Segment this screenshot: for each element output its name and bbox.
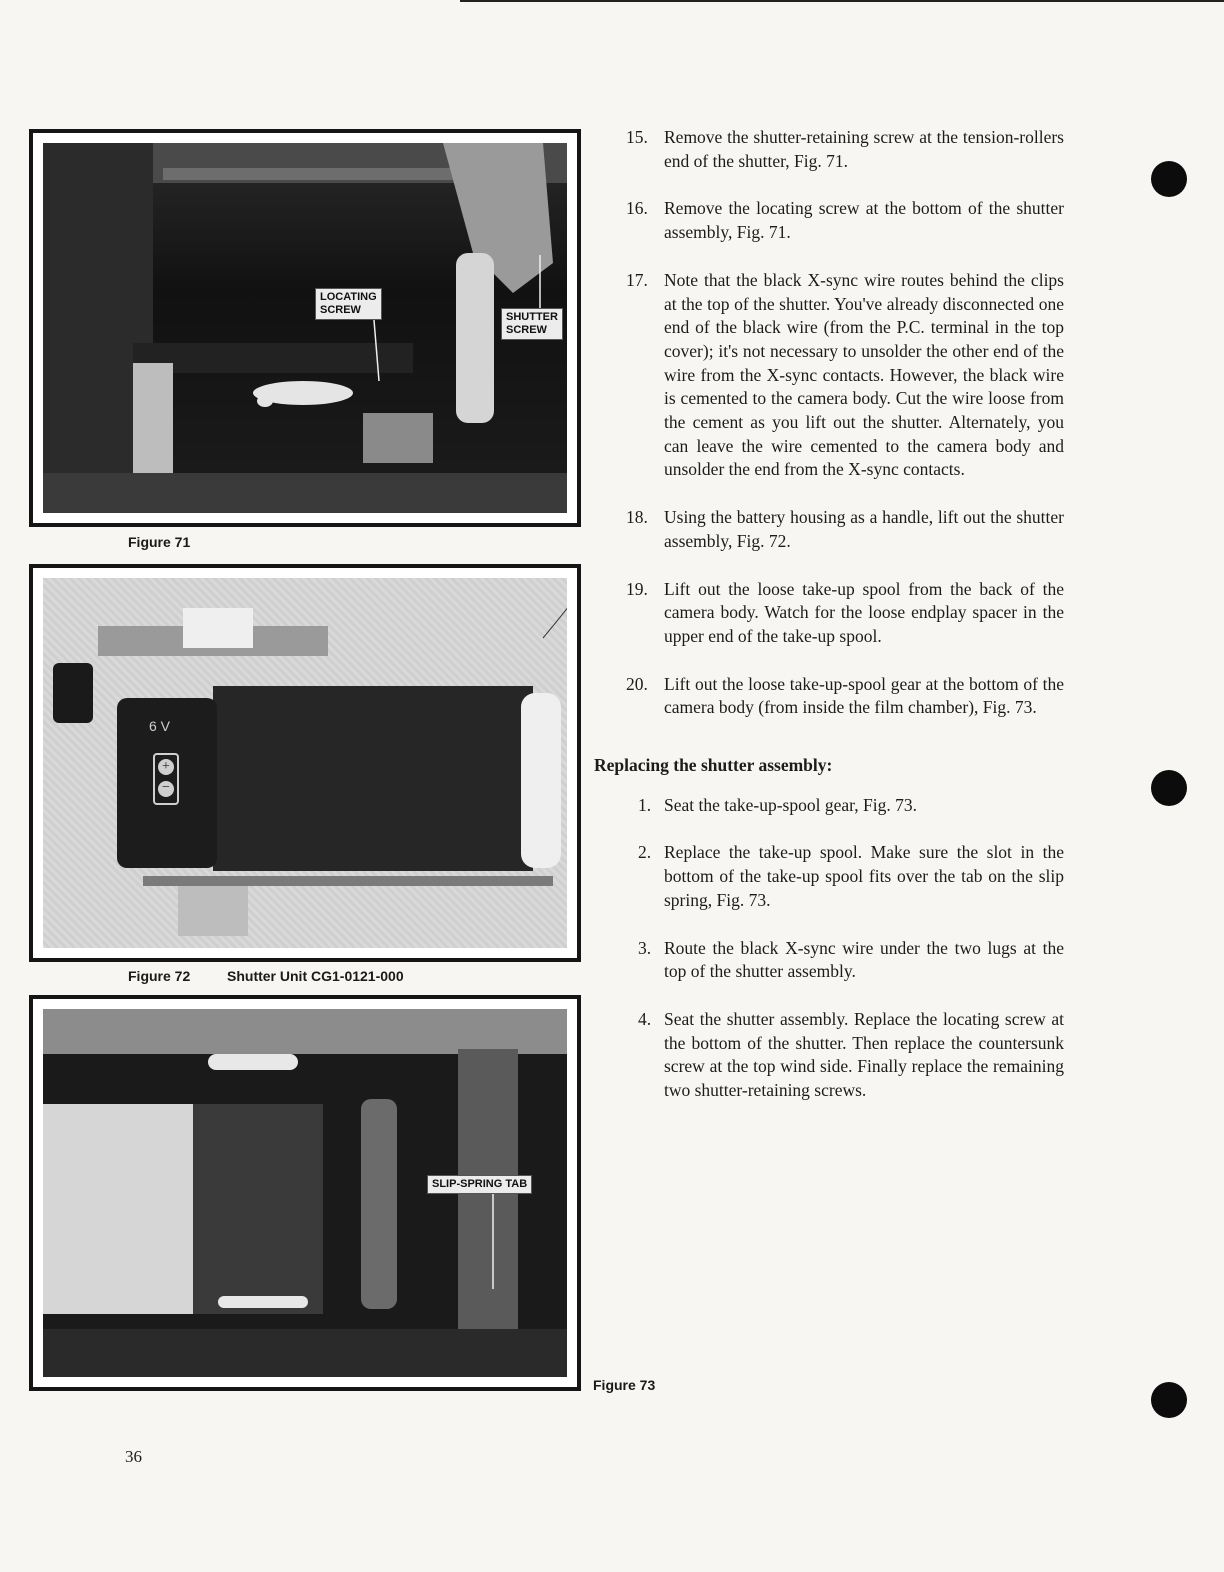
figure-73-caption: Figure 73 [593,1377,656,1393]
replace-step-3: 3. Route the black X-sync wire under the two lugs at the top of the shutter assembly. [638,937,1064,982]
figure-71-photo [43,143,567,513]
replace-step-2: 2. Replace the take-up spool. Make sure the slot in the bottom of the take-up spool fits over the tab on the slip spring, Fig. 73. [638,842,1064,910]
binder-hole-middle [1151,770,1187,806]
figure-72-caption: Figure 72 [128,968,191,984]
step-16: 16. Remove the locating screw at the bottom of the shutter assembly, Fig. 71. [626,198,1064,243]
step-15: 15. Remove the shutter-retaining screw at the tension-rollers end of the shutter, Fig. 71. [626,127,1064,171]
figure-71-caption: Figure 71 [128,534,191,550]
binder-hole-bottom [1151,1382,1187,1418]
binder-hole-top [1151,161,1187,197]
figure-72-frame [29,564,581,962]
replacing-heading: Replacing the shutter assembly: [594,755,833,776]
callout-slip-spring-tab: SLIP-SPRING TAB [427,1175,532,1194]
step-20: 20. Lift out the loose take-up-spool gear at the bottom of the camera body (from inside the film chamber), Fig. 73. [626,673,1064,718]
figure-71-illustration [43,143,567,513]
battery-housing [117,698,217,868]
replace-step-4: 4. Seat the shutter assembly. Replace the locating screw at the bottom of the shutter. Then replace the countersunk screw at the top wind side. Finally replace the remaining two shutter-retaining screws. [638,1008,1064,1101]
figure-72-subtitle: Shutter Unit CG1-0121-000 [227,968,404,984]
battery-polarity-icon: + − [153,753,179,805]
step-17: 17. Note that the black X-sync wire routes behind the clips at the top of the shutter. You've already disconnected one end of the black wire (from the P.C. terminal in the top cover); it's not necessary to unsolder the other end of the wire from the X-sync contacts. However, the black wire is cemented to the camera body. Cut the wire loose from the cement as you lift out the shutter. Alternately, you can leave the wire cemented to the camera body and unsolder the end from the X-sync contacts. [626,269,1064,480]
callout-shutter-screw: SHUTTER SCREW [501,308,563,340]
figure-73-photo [43,1009,567,1377]
step-18: 18. Using the battery housing as a handle, lift out the shutter assembly, Fig. 72. [626,507,1064,551]
callout-locating-screw: LOCATING SCREW [315,288,382,320]
top-edge-line [460,0,1224,2]
instruction-column [594,126,1064,1103]
figure-73-frame [29,995,581,1391]
step-19: 19. Lift out the loose take-up spool from the back of the camera body. Watch for the loose endplay spacer in the upper end of the take-up spool. [626,578,1064,646]
page-number: 36 [125,1447,142,1466]
figure-71-frame [29,129,581,527]
figure-72-photo [43,578,567,948]
battery-voltage-label: 6 V [149,718,171,734]
replace-step-1: 1. Seat the take-up-spool gear, Fig. 73. [638,794,917,815]
